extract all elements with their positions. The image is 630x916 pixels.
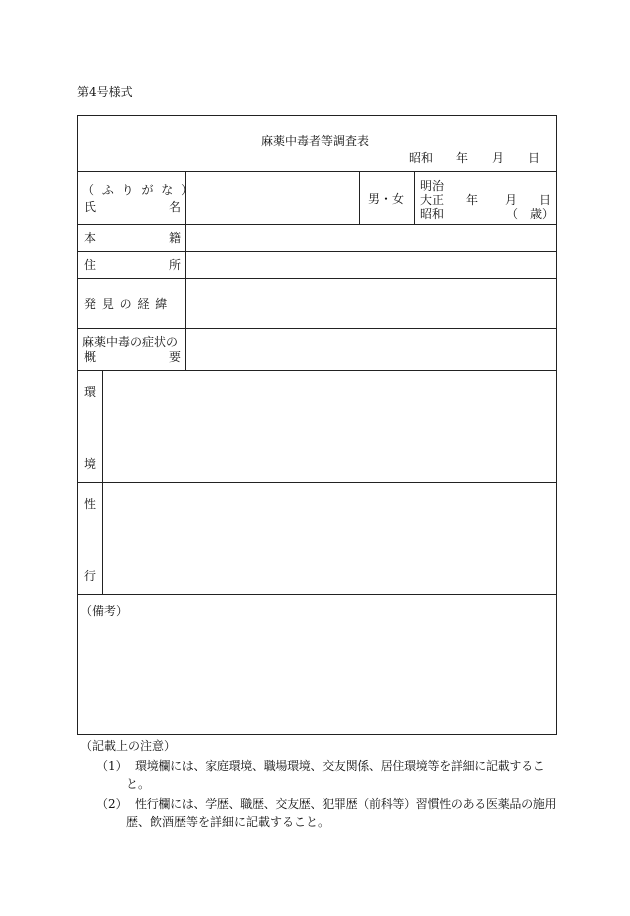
divider-under-discovery: [77, 328, 557, 329]
label-column-divider: [185, 171, 186, 370]
environment-label-bottom: 境: [84, 457, 97, 471]
divider-under-symptoms: [77, 370, 557, 371]
symptoms-label-1: 概: [84, 350, 97, 364]
birth-year: 年: [466, 193, 479, 207]
symptoms-label-line1: 麻薬中毒の症状の: [82, 335, 179, 349]
date-day: 日: [528, 151, 541, 165]
form-title: 麻薬中毒者等調査表: [261, 134, 370, 148]
remarks-label: （備考）: [80, 604, 129, 618]
notes-heading: （記載上の注意）: [80, 739, 177, 753]
divider-under-name: [77, 224, 557, 225]
narrow-label-divider: [102, 370, 103, 594]
date-year: 年: [456, 151, 469, 165]
address-label-1: 住: [84, 258, 97, 272]
environment-label-top: 環: [84, 385, 97, 399]
note-2-line1: 性行欄には、学歴、職歴、交友歴、犯罪歴（前科等）習慣性のある医薬品の施用: [135, 797, 557, 811]
honseki-label-2: 籍: [169, 231, 182, 245]
behavior-label-top: 性: [84, 497, 97, 511]
gender-column-right: [414, 171, 415, 224]
birth-era-showa: 昭和: [420, 207, 445, 221]
divider-under-honseki: [77, 251, 557, 252]
furigana-label: （ ふ り が な ）: [82, 183, 196, 197]
note-2-number: （2）: [96, 797, 128, 811]
discovery-label: 発 見 の 経 緯: [84, 297, 169, 311]
survey-form-frame: [77, 115, 557, 735]
name-label-2: 名: [169, 200, 182, 214]
gender-label: 男・女: [368, 192, 405, 206]
gender-column-left: [359, 171, 360, 224]
birth-era-taisho: 大正: [420, 193, 445, 207]
form-number: 第4号様式: [77, 85, 133, 99]
divider-under-title: [77, 171, 557, 172]
divider-under-environment: [77, 482, 557, 483]
name-label-1: 氏: [84, 200, 97, 214]
note-2-line2: 歴、飲酒歴等を詳細に記載すること。: [126, 815, 331, 829]
honseki-label-1: 本: [84, 231, 97, 245]
note-1-line1: 環境欄には、家庭環境、職場環境、交友関係、居住環境等を詳細に記載するこ: [135, 759, 545, 773]
behavior-label-bottom: 行: [84, 569, 97, 583]
birth-era-meiji: 明治: [420, 179, 445, 193]
note-1-number: （1）: [96, 759, 128, 773]
address-label-2: 所: [169, 258, 182, 272]
date-era: 昭和: [409, 151, 434, 165]
divider-under-behavior: [77, 594, 557, 595]
note-1-line2: と。: [126, 777, 151, 791]
birth-day: 日: [539, 193, 552, 207]
birth-month: 月: [505, 193, 518, 207]
symptoms-label-2: 要: [169, 350, 182, 364]
age-label: （ 歳）: [506, 207, 555, 221]
divider-under-address: [77, 278, 557, 279]
date-month: 月: [492, 151, 505, 165]
